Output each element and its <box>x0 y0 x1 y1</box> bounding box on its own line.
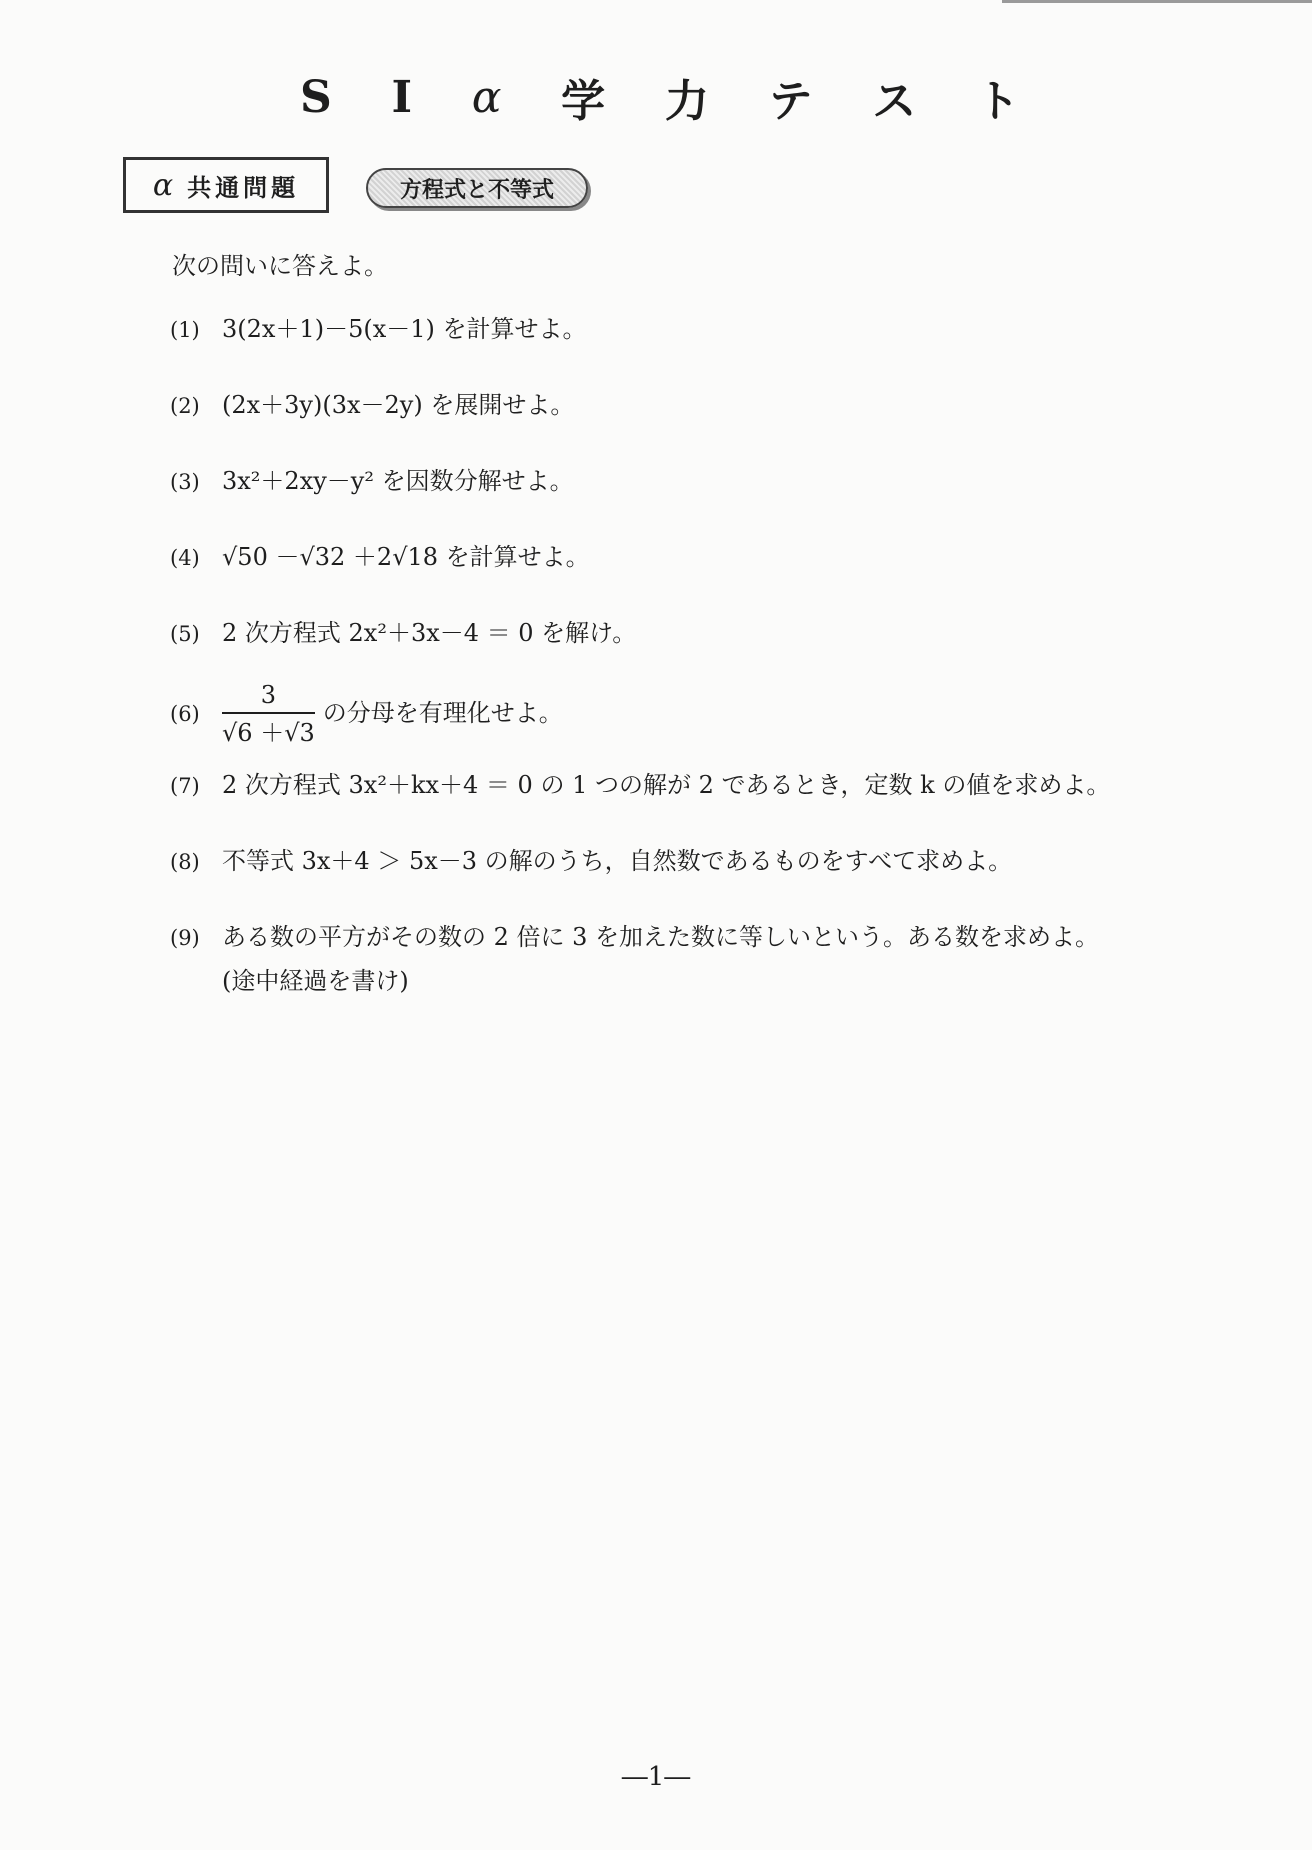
question-1 <box>170 314 587 345</box>
question-text: 3x²＋2xy－y² を因数分解せよ。 <box>222 467 574 495</box>
question-number: (8) <box>170 850 200 874</box>
question-text: の分母を有理化せよ。 <box>322 698 563 727</box>
question-number: (3) <box>170 470 200 494</box>
page-title <box>300 62 1020 132</box>
question-text: 不等式 3x＋4 ＞ 5x－3 の解のうち，自然数であるものをすべて求めよ。 <box>222 847 1013 875</box>
question-number: (2) <box>170 394 200 418</box>
title-char: I <box>391 71 413 123</box>
question-text: 2 次方程式 2x²＋3x－4 ＝ 0 を解け。 <box>222 619 637 647</box>
title-char: S <box>300 71 332 123</box>
section-alpha: α <box>152 167 178 203</box>
fraction-numerator: 3 <box>222 680 315 714</box>
title-char: ス <box>872 76 917 127</box>
question-text: 2 次方程式 3x²＋kx＋4 ＝ 0 の 1 つの解が 2 であるとき，定数 k の値を求めよ。 <box>222 771 1111 799</box>
question-8 <box>170 846 1012 877</box>
question-6 <box>170 680 563 748</box>
question-9 <box>170 922 1100 995</box>
question-text: (2x＋3y)(3x－2y) を展開せよ。 <box>222 391 575 419</box>
section-label: 共通問題 <box>187 173 300 202</box>
scan-edge-line <box>1002 0 1312 3</box>
topic-badge <box>366 168 588 208</box>
question-text: √50 －√32 ＋2√18 を計算せよ。 <box>222 543 590 571</box>
instructions: 次の問いに答えよ。 <box>172 252 388 280</box>
question-number: (6) <box>170 701 200 726</box>
page-number: ―1― <box>621 1762 691 1792</box>
fraction <box>222 680 315 748</box>
question-number: (9) <box>170 926 200 950</box>
question-number: (1) <box>170 318 200 342</box>
question-number: (4) <box>170 546 200 570</box>
section-label-box <box>123 157 329 213</box>
question-7 <box>170 770 1110 801</box>
question-5 <box>170 618 636 649</box>
question-note: (途中経過を書け) <box>222 967 409 995</box>
question-3 <box>170 466 574 497</box>
question-4 <box>170 542 590 573</box>
title-char: 学 <box>561 76 606 127</box>
title-char: α <box>471 71 502 123</box>
title-char: ト <box>975 76 1020 127</box>
question-text: 3(2x＋1)－5(x－1) を計算せよ。 <box>222 315 587 343</box>
question-2 <box>170 390 574 421</box>
title-char: 力 <box>664 76 709 127</box>
question-number: (5) <box>170 622 200 646</box>
title-char: テ <box>768 76 813 127</box>
question-text: ある数の平方がその数の 2 倍に 3 を加えた数に等しいという。ある数を求めよ。 <box>222 923 1100 951</box>
topic-label: 方程式と不等式 <box>399 177 554 203</box>
question-number: (7) <box>170 774 200 798</box>
fraction-denominator: √6 ＋√3 <box>222 719 315 747</box>
